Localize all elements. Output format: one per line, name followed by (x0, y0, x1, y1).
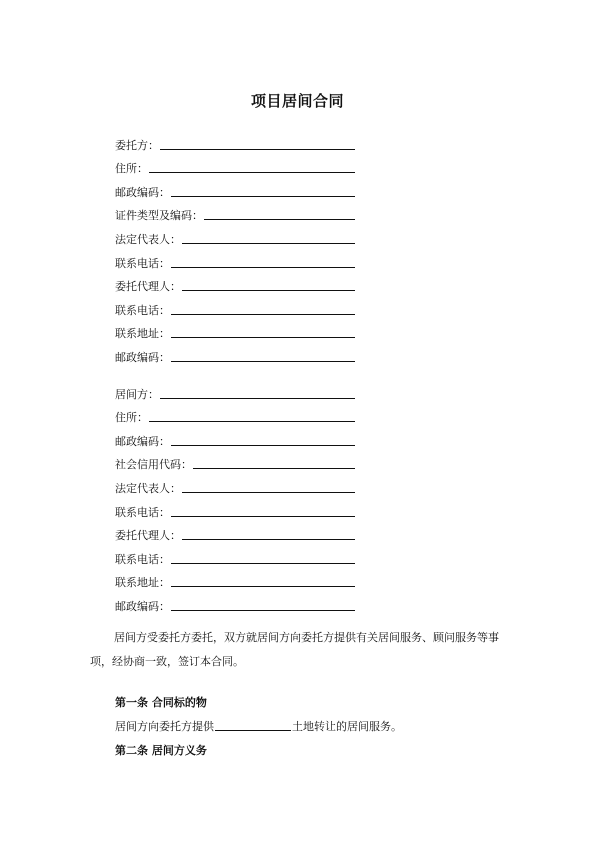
article-1-text (115, 718, 402, 734)
fill-in-line (171, 313, 355, 315)
field-label: 联系电话： (115, 303, 170, 317)
fill-in-line (160, 397, 355, 399)
client-postcode-field (115, 177, 355, 201)
field-label: 联系电话： (115, 552, 170, 566)
fill-in-line (182, 242, 355, 244)
client-address-field (115, 154, 355, 178)
fill-in-line (149, 420, 355, 422)
field-label: 委托代理人： (115, 529, 181, 543)
broker-party-field (115, 379, 355, 403)
fill-in-line (182, 289, 355, 291)
broker-contact-postcode-field (115, 591, 355, 615)
field-label: 住所： (115, 162, 148, 176)
field-label: 居间方： (115, 387, 159, 401)
broker-agent-phone-field (115, 544, 355, 568)
field-label: 联系电话： (115, 505, 170, 519)
client-id-type-field (115, 201, 355, 225)
broker-legal-rep-field (115, 473, 355, 497)
client-agent-field (115, 272, 355, 296)
fill-in-line (171, 195, 355, 197)
broker-credit-code-field (115, 450, 355, 474)
fill-in-line (171, 360, 355, 362)
fill-in-line (171, 609, 355, 611)
field-label: 邮政编码： (115, 434, 170, 448)
field-label: 证件类型及编码： (115, 209, 203, 223)
client-party-field (115, 130, 355, 154)
field-label: 邮政编码： (115, 350, 170, 364)
fill-in-line (171, 336, 355, 338)
article-1-text-after: 土地转让的居间服务。 (292, 720, 402, 733)
broker-postcode-field (115, 426, 355, 450)
field-label: 住所： (115, 411, 148, 425)
fill-in-line (171, 444, 355, 446)
fill-in-line (182, 538, 355, 540)
client-phone-field (115, 248, 355, 272)
broker-phone-field (115, 497, 355, 521)
fill-in-line (171, 266, 355, 268)
field-label: 委托方： (115, 138, 159, 152)
field-label: 法定代表人： (115, 232, 181, 246)
field-label: 邮政编码： (115, 185, 170, 199)
article-1-text-before: 居间方向委托方提供 (115, 720, 214, 733)
field-label: 邮政编码： (115, 599, 170, 613)
document-title: 项目居间合同 (250, 92, 344, 110)
field-label: 联系地址： (115, 576, 170, 590)
field-label: 法定代表人： (115, 481, 181, 495)
fill-in-line (160, 148, 355, 150)
fill-in-line (204, 218, 355, 220)
field-label: 委托代理人： (115, 280, 181, 294)
field-label: 联系电话： (115, 256, 170, 270)
client-legal-rep-field (115, 224, 355, 248)
client-contact-postcode-field (115, 342, 355, 366)
client-info-section (115, 130, 355, 366)
fill-in-line (171, 515, 355, 517)
client-contact-address-field (115, 319, 355, 343)
fill-in-line (171, 562, 355, 564)
intro-paragraph: 居间方受委托方委托，双方就居间方向委托方提供有关居间服务、顾问服务等事项，经协商一致，签订本合同。 (90, 631, 499, 668)
broker-contact-address-field (115, 568, 355, 592)
fill-in-line (193, 467, 355, 469)
field-label: 社会信用代码： (115, 458, 192, 472)
broker-info-section (115, 379, 355, 615)
field-label: 联系地址： (115, 327, 170, 341)
broker-agent-field (115, 521, 355, 545)
fill-in-line (182, 491, 355, 493)
fill-in-line (171, 585, 355, 587)
article-1-heading: 第一条 合同标的物 (115, 696, 207, 709)
broker-address-field (115, 403, 355, 427)
client-agent-phone-field (115, 295, 355, 319)
fill-in-line (215, 729, 291, 731)
article-2-heading: 第二条 居间方义务 (115, 744, 207, 757)
fill-in-line (149, 171, 355, 173)
